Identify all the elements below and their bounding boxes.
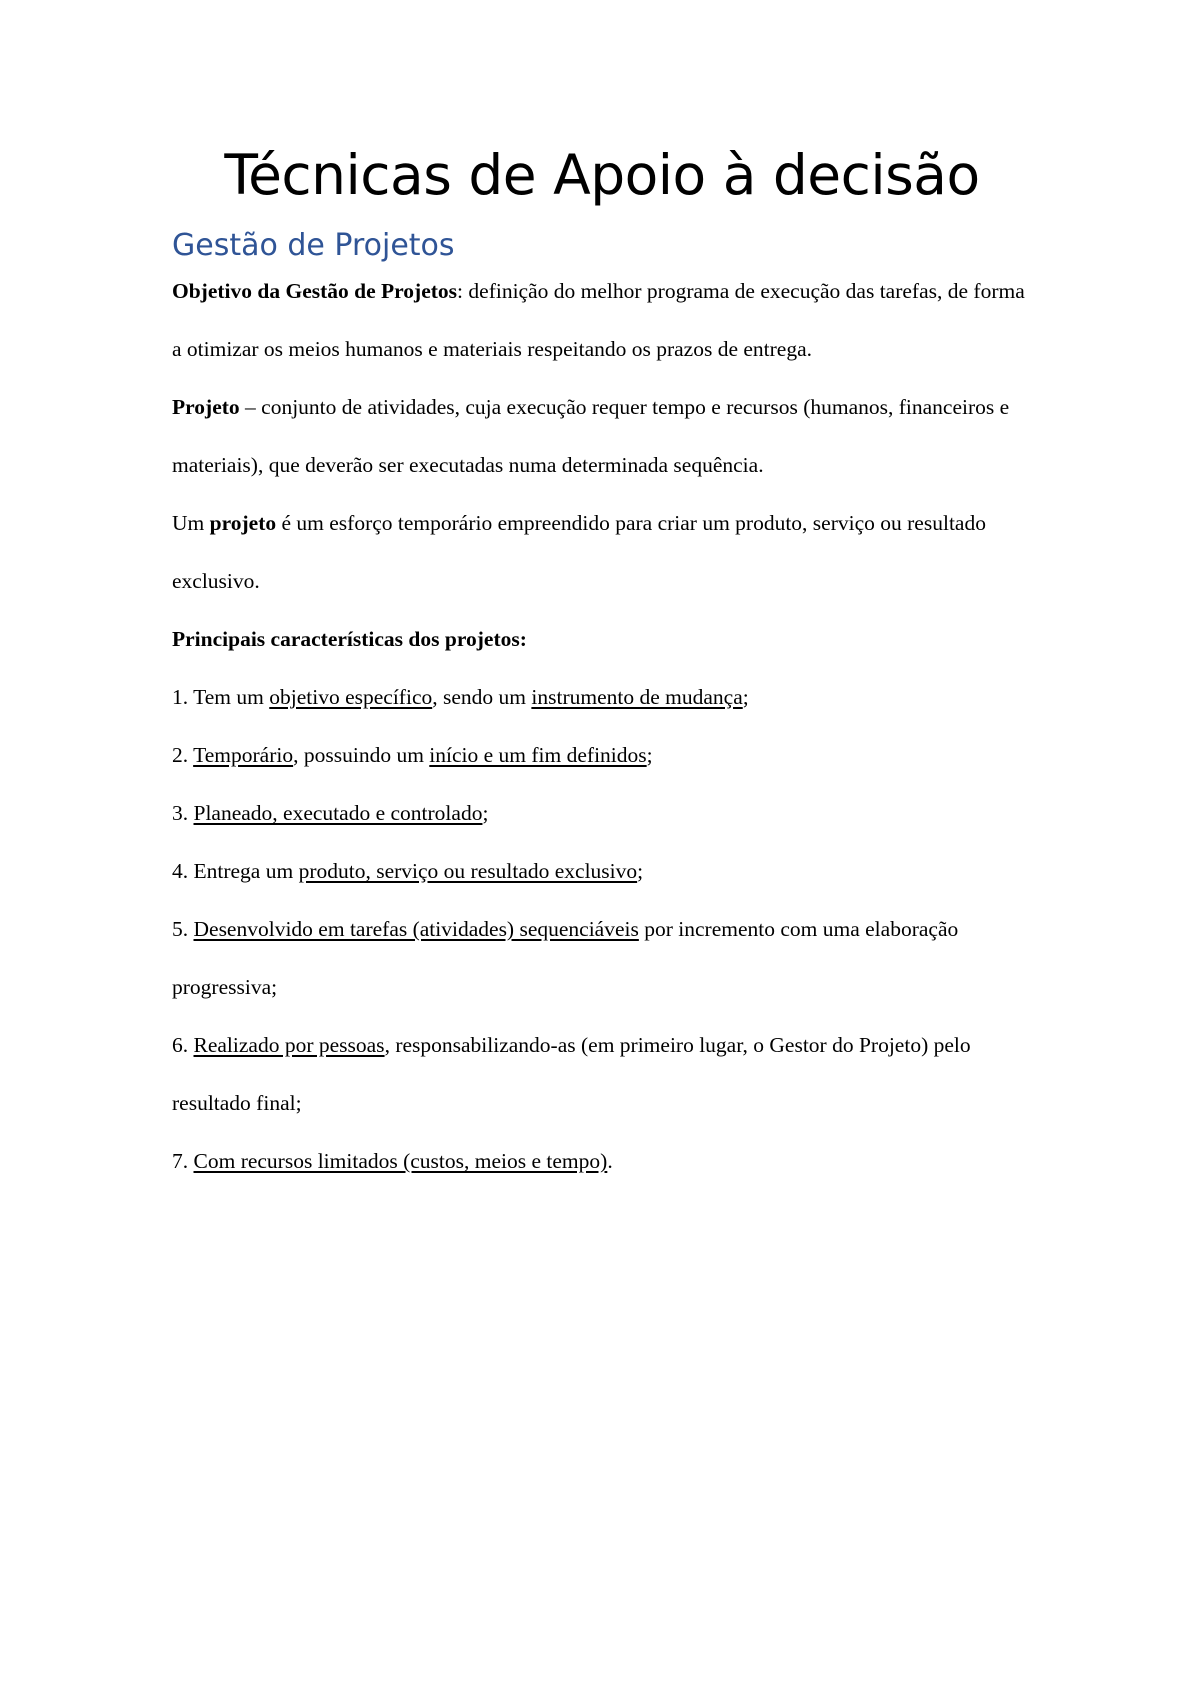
item-underlined-text: Temporário: [193, 743, 294, 767]
project-definition-2-paragraph: [172, 494, 1032, 610]
item-text: ;: [646, 743, 653, 767]
item-number: 1.: [172, 685, 194, 709]
item-text: .: [607, 1149, 613, 1173]
item-number: 5.: [172, 917, 194, 941]
item-number: 3.: [172, 801, 194, 825]
objective-label: Objetivo da Gestão de Projetos: [172, 279, 458, 303]
project-definition-text: – conjunto de atividades, cuja execução requer tempo e recursos (humanos, financeiros e materiais), que deverão ser executadas numa determinada sequência.: [172, 395, 1010, 477]
item-underlined-text: Realizado por pessoas: [193, 1033, 385, 1057]
item-underlined-text: produto, serviço ou resultado exclusivo: [298, 859, 638, 883]
item-number: 4.: [172, 859, 194, 883]
document-title: Técnicas de Apoio à decisão: [224, 143, 980, 207]
item-underlined-text: Planeado, executado e controlado: [193, 801, 483, 825]
item-text: , responsabilizando-as (em primeiro lugar, o Gestor do Projeto) pelo resultado final;: [172, 1033, 971, 1115]
objective-paragraph: [172, 262, 1032, 378]
objective-text: : definição do melhor programa de execução das tarefas, de forma a otimizar os meios humanos e materiais respeitando os prazos de entrega.: [172, 279, 1025, 361]
item-underlined-text: objetivo específico: [269, 685, 433, 709]
item-underlined-text: início e um fim definidos: [429, 743, 647, 767]
section-heading: Gestão de Projetos: [172, 228, 455, 263]
project-definition-2-text: é um esforço temporário empreendido para criar um produto, serviço ou resultado exclusivo.: [172, 511, 986, 593]
item-text: ;: [742, 685, 749, 709]
item-text: ;: [637, 859, 644, 883]
project-term: projeto: [209, 511, 277, 535]
item-underlined-text: Com recursos limitados (custos, meios e tempo): [193, 1149, 608, 1173]
characteristic-item-3: [172, 784, 1032, 842]
item-text: por incremento com uma elaboração progressiva;: [172, 917, 959, 999]
item-text: Entrega um: [193, 859, 299, 883]
characteristic-item-2: [172, 726, 1032, 784]
item-text: , sendo um: [432, 685, 532, 709]
project-definition-paragraph: [172, 378, 1032, 494]
characteristic-item-1: [172, 668, 1032, 726]
project-definition-2-prefix: Um: [172, 511, 210, 535]
document-body: [172, 138, 1032, 1190]
item-underlined-text: Desenvolvido em tarefas (atividades) sequenciáveis: [193, 917, 639, 941]
characteristic-item-4: [172, 842, 1032, 900]
item-number: 2.: [172, 743, 194, 767]
characteristic-item-5: [172, 900, 1032, 1016]
item-text: Tem um: [193, 685, 270, 709]
item-number: 7.: [172, 1149, 194, 1173]
project-label: Projeto: [172, 395, 240, 419]
item-text: ;: [482, 801, 489, 825]
item-underlined-text: instrumento de mudança: [531, 685, 743, 709]
characteristics-heading-text: Principais características dos projetos:: [172, 627, 527, 651]
characteristic-item-6: [172, 1016, 1032, 1132]
characteristics-heading: [172, 610, 1032, 668]
item-number: 6.: [172, 1033, 194, 1057]
item-text: , possuindo um: [293, 743, 430, 767]
characteristic-item-7: [172, 1132, 1032, 1190]
